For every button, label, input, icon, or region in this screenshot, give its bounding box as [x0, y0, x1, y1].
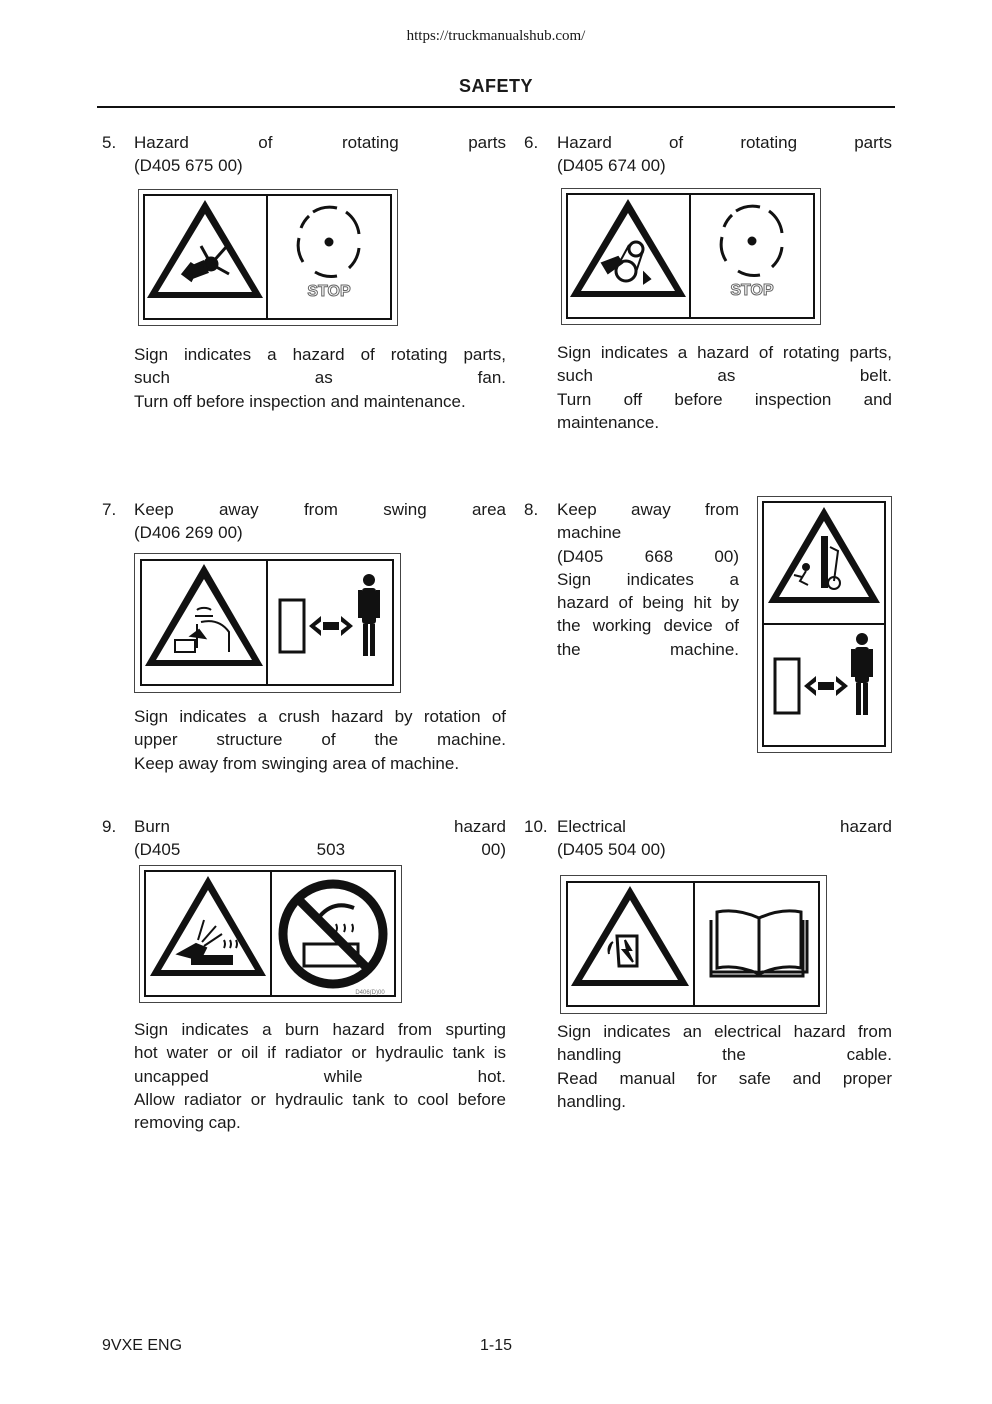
page-number: 1-15	[480, 1337, 513, 1354]
person-icon	[358, 574, 380, 656]
electrical-hazard-warning-sign	[560, 875, 827, 1014]
svg-text:STOP: STOP	[730, 282, 774, 299]
item-number: 10.	[524, 817, 548, 836]
machine-hit-warning-sign	[757, 496, 892, 753]
item-description: Sign indicates an electrical hazard from handling the cable. Read manual for safe and proper handling.	[557, 1022, 892, 1111]
double-arrow-icon	[804, 676, 848, 696]
rotating-belt-warning-sign	[561, 188, 821, 325]
item-8	[524, 498, 892, 758]
item-description: Sign indicates a crush hazard by rotation of upper structure of the machine. Keep away from swinging area of machine.	[134, 707, 506, 773]
item-10	[524, 815, 892, 1125]
item-description: Sign indicates a hazard of rotating parts, such as belt. Turn off before inspection and maintenance.	[557, 343, 892, 432]
item-7	[102, 498, 506, 788]
item-number: 5.	[102, 133, 117, 152]
title-rule	[97, 106, 895, 108]
source-url: https://truckmanualshub.com/	[406, 28, 586, 44]
item-title: Burn hazard (D405 503 00)	[134, 817, 506, 860]
svg-text:STOP: STOP	[307, 283, 351, 300]
item-number: 8.	[524, 500, 539, 519]
rotating-fan-warning-sign	[138, 189, 398, 326]
item-title: Hazard of rotating parts (D405 675 00)	[134, 133, 506, 176]
document-code: 9VXE ENG	[102, 1337, 183, 1354]
rotation-arrows-icon	[721, 206, 782, 275]
page-title: SAFETY	[458, 76, 533, 96]
person-icon	[851, 633, 873, 715]
item-title: Hazard of rotating parts (D405 674 00)	[557, 133, 892, 176]
machine-outline-icon	[280, 600, 304, 652]
no-open-cap-icon	[283, 884, 383, 984]
rotation-arrows-icon	[298, 207, 359, 276]
item-title: Keep away from swing area (D406 269 00)	[134, 500, 506, 543]
item-number: 9.	[102, 817, 117, 836]
item-title: Keep away from machine (D405 668 00) Sign indicates a hazard of being hit by the working device of the machine.	[557, 500, 739, 659]
manual-book-icon	[711, 911, 807, 976]
item-9	[102, 815, 506, 1145]
item-title: Electrical hazard (D405 504 00)	[557, 817, 892, 860]
swing-area-warning-sign	[134, 553, 401, 693]
item-5	[102, 131, 506, 431]
item-number: 7.	[102, 500, 117, 519]
machine-outline-icon	[775, 659, 799, 713]
item-number: 6.	[524, 133, 539, 152]
item-6	[524, 131, 892, 441]
double-arrow-icon	[309, 616, 353, 636]
svg-text:D406(D)00: D406(D)00	[355, 990, 385, 996]
item-description: Sign indicates a burn hazard from spurting hot water or oil if radiator or hydraulic tank is uncapped while hot. Allow radiator or hydraulic tank to cool before removing cap.	[134, 1020, 506, 1133]
burn-hazard-warning-sign	[139, 865, 402, 1003]
item-description: Sign indicates a hazard of rotating parts, such as fan. Turn off before inspection and maintenance.	[134, 345, 506, 411]
